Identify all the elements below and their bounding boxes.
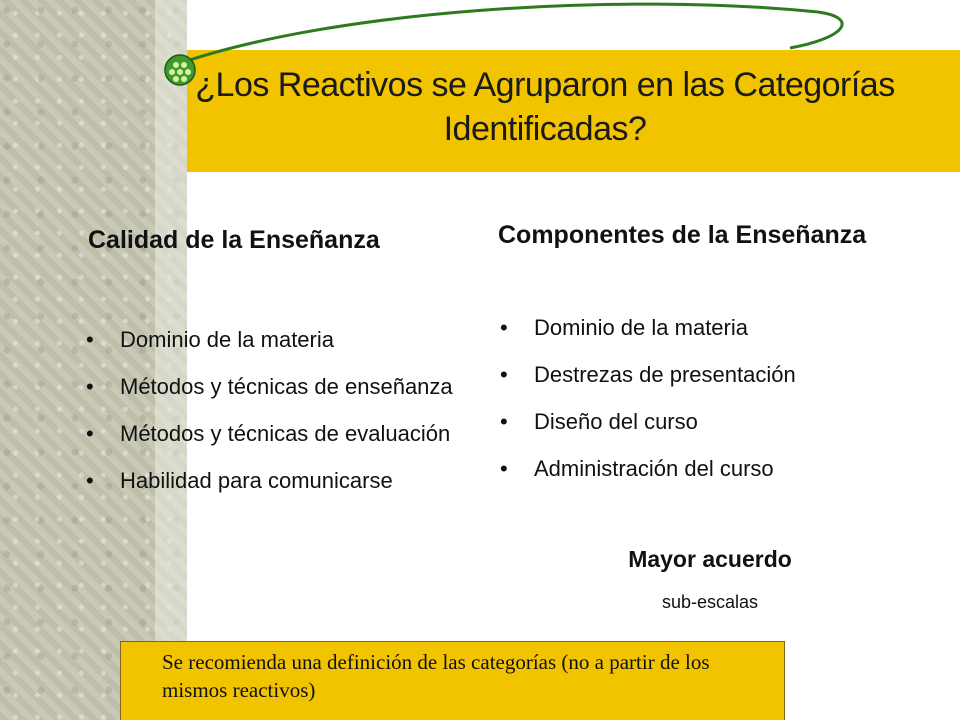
bullet-icon: •	[500, 315, 508, 340]
right-column-heading: Componentes de la Enseñanza	[498, 221, 867, 249]
bullet-icon: •	[500, 456, 508, 481]
slide-title: ¿Los Reactivos se Agruparon en las Categorías Identificadas?	[195, 66, 895, 148]
bullet-icon: •	[500, 362, 508, 387]
bullet-icon: •	[86, 421, 94, 446]
bullet-icon: •	[86, 468, 94, 493]
agreement-label: Mayor acuerdo	[628, 546, 792, 572]
agreement-sublabel: sub-escalas	[661, 592, 759, 612]
left-bullet-list	[86, 326, 466, 495]
bullet-icon: •	[500, 409, 508, 434]
list-item: • Diseño del curso	[500, 409, 698, 434]
bullet-icon: •	[86, 374, 94, 399]
list-item: • Administración del curso	[500, 456, 774, 481]
list-item: • Destrezas de presentación	[500, 362, 796, 387]
list-item: • Dominio de la materia	[500, 315, 748, 340]
note-text: Se recomienda una definición de las categorías (no a partir de los mismos reactivos)	[162, 650, 710, 702]
list-item: • Habilidad para comunicarse	[86, 468, 393, 493]
list-item: • Dominio de la materia	[86, 327, 334, 352]
bullet-icon: •	[86, 327, 94, 352]
right-bullet-list	[500, 314, 900, 483]
left-column-heading: Calidad de la Enseñanza	[88, 226, 380, 254]
list-item: • Métodos y técnicas de evaluación	[86, 421, 451, 446]
list-item: • Métodos y técnicas de enseñanza	[86, 374, 453, 399]
